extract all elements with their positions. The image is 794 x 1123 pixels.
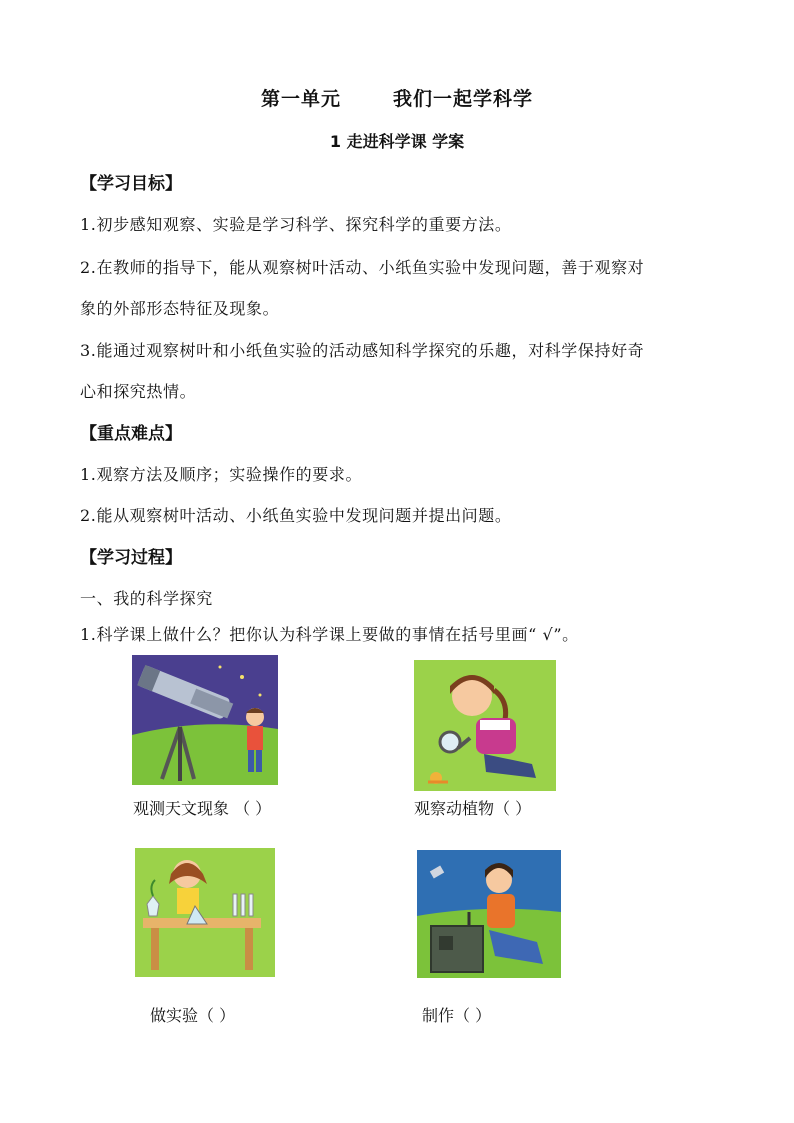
key-point-1: 1.观察方法及顺序；实验操作的要求。: [80, 465, 363, 484]
objectives-heading: 【学习目标】: [80, 174, 182, 194]
question-1: 1.科学课上做什么？把你认为科学课上要做的事情在括号里画“ √”。: [80, 625, 579, 644]
objective-3-line-2: 心和探究热情。: [80, 382, 197, 401]
process-section-1: 一、我的科学探究: [80, 589, 213, 608]
caption-observe-life: 观察动植物（ ）: [414, 799, 532, 818]
making-illustration: [417, 850, 561, 978]
caption-astronomy: 观测天文现象 （ ）: [133, 799, 272, 818]
key-points-heading: 【重点难点】: [80, 424, 182, 444]
key-point-2: 2.能从观察树叶活动、小纸鱼实验中发现问题并提出问题。: [80, 506, 512, 525]
objective-2-line-1: 2.在教师的指导下，能从观察树叶活动、小纸鱼实验中发现问题，善于观察对: [80, 258, 645, 277]
caption-making: 制作（ ）: [422, 1006, 492, 1025]
telescope-illustration: [132, 655, 278, 785]
unit-number: 第一单元: [260, 88, 341, 110]
objective-1: 1.初步感知观察、实验是学习科学、探究科学的重要方法。: [80, 215, 512, 234]
objective-2-line-2: 象的外部形态特征及现象。: [80, 299, 280, 318]
lesson-title: 1 走进科学课 学案: [329, 132, 465, 151]
caption-experiment: 做实验（ ）: [150, 1006, 236, 1025]
unit-title: [0, 84, 794, 111]
magnifier-illustration: [414, 660, 556, 791]
unit-name: 我们一起学科学: [393, 88, 534, 110]
experiment-illustration: [135, 848, 275, 977]
process-heading: 【学习过程】: [80, 548, 182, 568]
objective-3-line-1: 3.能通过观察树叶和小纸鱼实验的活动感知科学探究的乐趣，对科学保持好奇: [80, 341, 645, 360]
